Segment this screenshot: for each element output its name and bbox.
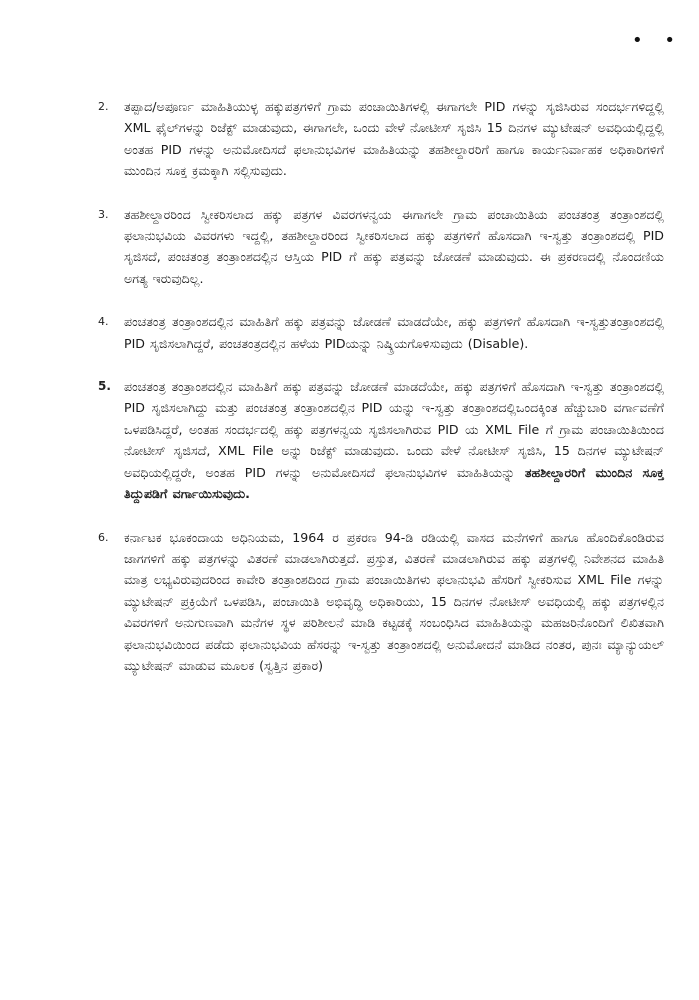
item-text: ತಹಶೀಲ್ದಾರರಿಂದ ಸ್ವೀಕರಿಸಲಾದ ಹಕ್ಕು ಪತ್ರಗಳ ವಿವರಗಳನ್ವಯ ಈಗಾಗಲೇ ಗ್ರಾಮ ಪಂಚಾಯಿತಿಯ ಪಂಚತಂತ್ರ ತಂತ್ರಾಂಶದಲ್ಲಿ ಫಲಾನುಭವಿಯ ವಿವರಗಳು ಇದ್ದಲ್ಲಿ, ತಹಶೀಲ್ದಾರರಿಂದ ಸ್ವೀಕರಿಸಲಾದ ಹಕ್ಕು ಪತ್ರಗಳಿಗೆ ಹೊಸದಾಗಿ ಇ-ಸ್ವತ್ತು ತಂತ್ರಾಂಶದಲ್ಲಿ PID ಸೃಜಿಸದೆ, ಪಂಚತಂತ್ರ ತಂತ್ರಾಂಶದಲ್ಲಿನ ಆಸ್ತಿಯ PID ಗೆ ಹಕ್ಕು ಪತ್ರವನ್ನು ಜೋಡಣೆ ಮಾಡುವುದು. ಈ ಪ್ರಕರಣದಲ್ಲಿ ನೊಂದಣಿಯ ಅಗತ್ಯ ಇರುವುದಿಲ್ಲ.	[124, 206, 664, 286]
list-item	[98, 96, 664, 182]
item-number: 6.	[98, 530, 109, 544]
list-item	[98, 204, 664, 290]
item-text: ಕರ್ನಾಟಕ ಭೂಕಂದಾಯ ಅಧಿನಿಯಮ, 1964 ರ ಪ್ರಕರಣ 94-ಡಿ ರಡಿಯಲ್ಲಿ ವಾಸದ ಮನೆಗಳಿಗೆ ಹಾಗೂ ಹೊಂದಿಕೊಂಡಿರುವ ಜಾಗಗಳಿಗೆ ಹಕ್ಕು ಪತ್ರಗಳನ್ನು ವಿತರಣೆ ಮಾಡಲಾಗಿರುತ್ತದೆ. ಪ್ರಸ್ತುತ, ವಿತರಣೆ ಮಾಡಲಾಗಿರುವ ಹಕ್ಕು ಪತ್ರಗಳಲ್ಲಿ ನಿವೇಶನದ ಮಾಹಿತಿ ಮಾತ್ರ ಲಭ್ಯವಿರುವುದರಿಂದ ಕಾವೇರಿ ತಂತ್ರಾಂಶದಿಂದ ಗ್ರಾಮ ಪಂಚಾಯಿತಿಗಳು ಫಲಾನುಭವಿ ಹೆಸರಿಗೆ ಸ್ವೀಕರಿಸುವ XML File ಗಳನ್ನು ಮ್ಯುಟೇಷನ್ ಪ್ರಕ್ರಿಯೆಗೆ ಒಳಪಡಿಸಿ, ಪಂಚಾಯಿತಿ ಅಭಿವೃದ್ಧಿ ಅಧಿಕಾರಿಯು, 15 ದಿನಗಳ ನೋಟೀಸ್ ಅವಧಿಯಲ್ಲಿ ಹಕ್ಕು ಪತ್ರಗಳಲ್ಲಿನ ವಿವರಗಳಿಗೆ ಅನುಗುಣವಾಗಿ ಮನೆಗಳ ಸ್ಥಳ ಪರಿಶೀಲನೆ ಮಾಡಿ ಕಟ್ಟಡಕ್ಕೆ ಸಂಬಂಧಿಸಿದ ಮಾಹಿತಿಯನ್ನು ಮಹಜರಿನೊಂದಿಗೆ ಲಿಖಿತವಾಗಿ ಫಲಾನುಭವಿಯಿಂದ ಪಡೆದು ಫಲಾನುಭವಿಯ ಹೆಸರನ್ನು ಇ-ಸ್ವತ್ತು ತಂತ್ರಾಂಶದಲ್ಲಿ ಅನುಮೋದನೆ ಮಾಡಿದ ನಂತರ, ಪುನಃ ಮ್ಯಾನ್ಯುಯಲ್ ಮ್ಯುಟೇಷನ್ ಮಾಡುವ ಮೂಲಕ (ಸ್ವತ್ತಿನ ಪ್ರಕಾರ)	[124, 529, 664, 673]
item-number: 2.	[98, 100, 109, 113]
item-text: ಪಂಚತಂತ್ರ ತಂತ್ರಾಂಶದಲ್ಲಿನ ಮಾಹಿತಿಗೆ ಹಕ್ಕು ಪತ್ರವನ್ನು ಜೋಡಣೆ ಮಾಡದೆಯೇ, ಹಕ್ಕು ಪತ್ರಗಳಿಗೆ ಹೊಸದಾಗಿ ಇ-ಸ್ವತ್ತು ತಂತ್ರಾಂಶದಲ್ಲಿ PID ಸೃಜಿಸಲಾಗಿದ್ದು ಮತ್ತು ಪಂಚತಂತ್ರ ತಂತ್ರಾಂಶದಲ್ಲಿನ PID ಯನ್ನು ಇ-ಸ್ವತ್ತು ತಂತ್ರಾಂಶದಲ್ಲಿಒಂದಕ್ಕಿಂತ ಹೆಚ್ಚುಬಾರಿ ವರ್ಗಾವಣೆಗೆ ಒಳಪಡಿಸಿದ್ದರೆ, ಅಂತಹ ಸಂದರ್ಭದಲ್ಲಿ ಹಕ್ಕು ಪತ್ರಗಳನ್ವಯ ಸೃಜಿಸಲಾಗಿರುವ PID ಯ XML File ಗೆ ಗ್ರಾಮ ಪಂಚಾಯಿತಿಯಿಂದ ನೋಟೀಸ್ ಸೃಜಿಸದೆ, XML File ಅನ್ನು ರಿಜೆಕ್ಟ್ ಮಾಡುವುದು. ಒಂದು ವೇಳೆ ನೋಟೀಸ್ ಸೃಜಿಸಿ, 15 ದಿನಗಳ ಮ್ಯುಟೇಷನ್ ಅವಧಿಯಲ್ಲಿದ್ದರೇ, ಅಂತಹ PID ಗಳನ್ನು ಅನುಮೋದಿಸದೆ ಫಲಾನುಭವಿಗಳ ಮಾಹಿತಿಯನ್ನು	[124, 379, 664, 480]
item-number: 4.	[98, 315, 109, 329]
page-mark: • •	[632, 30, 683, 51]
item-bold-text: ತಹಶೀಲ್ದಾರರಿಗೆ ಮುಂದಿನ ಸೂಕ್ತ ತಿದ್ದುಪಡಿಗೆ ವರ್ಗಾಯಿಸುವುದು.	[124, 464, 664, 502]
item-number: 5.	[98, 379, 111, 394]
document-body	[98, 96, 664, 698]
item-number: 3.	[98, 207, 109, 221]
item-text: ಪಂಚತಂತ್ರ ತಂತ್ರಾಂಶದಲ್ಲಿನ ಮಾಹಿತಿಗೆ ಹಕ್ಕು ಪತ್ರವನ್ನು ಜೋಡಣೆ ಮಾಡದೆಯೇ, ಹಕ್ಕು ಪತ್ರಗಳಿಗೆ ಹೊಸದಾಗಿ ಇ-ಸ್ವತ್ತುತಂತ್ರಾಂಶದಲ್ಲಿ PID ಸೃಜಿಸಲಾಗಿದ್ದರೆ, ಪಂಚತಂತ್ರದಲ್ಲಿನ ಹಳೆಯ PIDಯನ್ನು ನಿಷ್ಕ್ರಿಯಗೊಳಿಸುವುದು (Disable).	[124, 314, 664, 351]
list-item	[98, 376, 664, 504]
list-item	[98, 311, 664, 354]
item-text-container	[124, 376, 664, 504]
list-item	[98, 527, 664, 677]
item-text: ತಪ್ಪಾದ/ಅಪೂರ್ಣ ಮಾಹಿತಿಯುಳ್ಳ ಹಕ್ಕುಪತ್ರಗಳಿಗೆ ಗ್ರಾಮ ಪಂಚಾಯಿತಿಗಳಲ್ಲಿ ಈಗಾಗಲೇ PID ಗಳನ್ನು ಸೃಜಿಸಿರುವ ಸಂದರ್ಭಗಳಿದ್ದಲ್ಲಿ XML ಫೈಲ್‌ಗಳನ್ನು ರಿಜೆಕ್ಟ್ ಮಾಡುವುದು, ಈಗಾಗಲೇ, ಒಂದು ವೇಳೆ ನೋಟೀಸ್ ಸೃಜಿಸಿ 15 ದಿನಗಳ ಮ್ಯುಟೇಷನ್ ಅವಧಿಯಲ್ಲಿದ್ದಲ್ಲಿ ಅಂತಹ PID ಗಳನ್ನು ಅನುಮೋದಿಸದೆ ಫಲಾನುಭವಿಗಳ ಮಾಹಿತಿಯನ್ನು ತಹಶೀಲ್ದಾರರಿಗೆ ಹಾಗೂ ಕಾರ್ಯನಿರ್ವಾಹಕ ಅಧಿಕಾರಿಗಳಿಗೆ ಮುಂದಿನ ಸೂಕ್ತ ಕ್ರಮಕ್ಕಾಗಿ ಸಲ್ಲಿಸುವುದು.	[124, 99, 664, 179]
